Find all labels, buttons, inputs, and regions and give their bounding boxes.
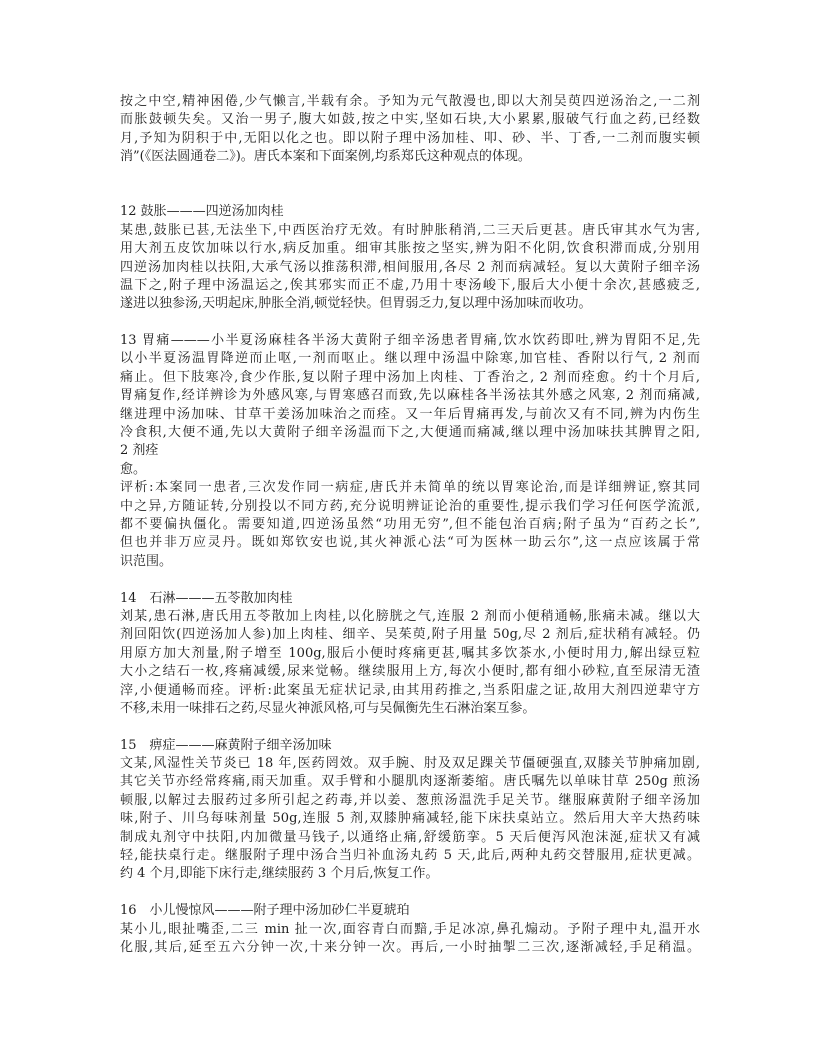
- text-line: 某患,鼓胀已甚,无法坐下,中西医治疗无效。有时肿胀稍消,二三天后更甚。唐氏审其水气为害,: [120, 222, 700, 238]
- case-section: [120, 332, 700, 571]
- case-section: [120, 737, 700, 884]
- paragraph: [120, 479, 700, 571]
- document-body: [120, 93, 700, 957]
- text-line: 以小半夏汤温胃降逆而止呕,一剂而呕止。继以理中汤温中除寒,加官桂、香附以行气, 2 剂而: [120, 351, 700, 367]
- case-heading: 16 小儿慢惊风———附子理中汤加砂仁半夏琥珀: [120, 903, 410, 919]
- text-line: 胃痛复作,经详辨诊为外感风寒,与胃寒感召而致,先以麻桂各半汤祛其外感之风寒, 2 剂而痛减,: [120, 388, 700, 404]
- text-line: 剂回阳饮(四逆汤加人参)加上肉桂、细辛、吴茱萸,附子用量 50g,尽 2 剂后,症状稍有减轻。仍: [120, 627, 700, 643]
- text-line: 四逆汤加肉桂以扶阳,大承气汤以推荡积滞,相间服用,各尽 2 剂而病减轻。复以大黄附子细辛汤: [120, 259, 700, 275]
- case-section: [120, 590, 700, 719]
- text-line: 不移,未用一味排石之药,尽显火神派风格,可与吴佩衡先生石淋治案互参。: [120, 700, 536, 716]
- text-line: 都不要偏执僵化。需要知道,四逆汤虽然“功用无穷”,但不能包治百病;附子虽为“百药之长”,: [120, 517, 700, 532]
- text-line: 轻,能扶桌行走。继服附子理中汤合当归补血汤丸药 5 天,此后,两种丸药交替服用,症状更减。: [120, 848, 700, 864]
- case-section: [120, 902, 700, 957]
- text-line: 但也并非万应灵丹。既如郑钦安也说,其火神派心法“可为医林一助云尔”,这一点应该属于常: [120, 535, 700, 551]
- paragraph: [120, 921, 700, 958]
- case-heading: 14 石淋———五苓散加肉桂: [120, 590, 293, 606]
- case-heading: 12 鼓胀———四逆汤加肉桂: [120, 204, 284, 220]
- case-heading: 15 痹症———麻黄附子细辛汤加味: [120, 737, 332, 753]
- text-line: 评析:本案同一患者,三次发作同一病症,唐氏并未简单的统以胃寒论治,而是详细辨证,察其同: [120, 480, 700, 496]
- text-line: 温下之,附子理中汤温运之,俟其邪实而正不虚,乃用十枣汤峻下,服后大小便十余次,甚感疲乏,: [120, 277, 700, 293]
- text-line: 用原方加大剂量,附子增至 100g,服后小便时疼痛更甚,嘱其多饮茶水,小便时用力,解出绿豆粒: [120, 645, 700, 661]
- text-line: 大小之结石一枚,疼痛减缓,尿来觉畅。继续服用上方,每次小便时,都有细小砂粒,直至尿清无渣: [120, 664, 700, 680]
- text-line: 2 剂痊: [120, 443, 159, 459]
- paragraph: [120, 461, 700, 479]
- text-line: 顿服,以解过去服药过多所引起之药毒,并以姜、葱煎汤温洗手足关节。继服麻黄附子细辛汤加: [120, 792, 700, 808]
- paragraph: [120, 93, 700, 167]
- text-line: 滓,小便通畅而痊。评析:此案虽无症状记录,由其用药推之,当系阳虚之证,故用大剂四逆辈守方: [120, 682, 700, 698]
- case-section: [120, 93, 700, 167]
- text-line: 而胀鼓顿失矣。又治一男子,腹大如鼓,按之中实,坚如石块,大小累累,服破气行血之药,已经数: [120, 112, 700, 128]
- text-line: 某小儿,眼扯嘴歪,二三 min 扯一次,面容青白而黯,手足冰凉,鼻孔煽动。予附子理中丸,温开水: [120, 921, 700, 937]
- paragraph: [120, 332, 700, 461]
- text-line: 13 胃痛———小半夏汤麻桂各半汤大黄附子细辛汤患者胃痛,饮水饮药即吐,辨为胃阳不足,先: [120, 333, 700, 349]
- text-line: 遂进以独参汤,天明起床,肿胀全消,顿觉轻快。但胃弱乏力,复以理中汤加味而收功。: [120, 296, 592, 312]
- text-line: 其它关节亦经常疼痛,雨天加重。双手臂和小腿肌肉逐渐萎缩。唐氏嘱先以单味甘草 250g 煎汤: [120, 774, 700, 790]
- text-line: 约 4 个月,即能下床行走,继续服药 3 个月后,恢复工作。: [120, 866, 439, 882]
- text-line: 月,予知为阴积于中,无阳以化之也。即以附子理中汤加桂、叩、砂、半、丁香,一二剂而腹实顿: [120, 130, 700, 146]
- paragraph: [120, 608, 700, 718]
- text-line: 用大剂五皮饮加味以行水,病反加重。细审其胀按之坚实,辨为阳不化阴,饮食积滞而成,分别用: [120, 241, 700, 257]
- text-line: 痛止。但下肢寒冷,食少作胀,复以附子理中汤加上肉桂、丁香治之, 2 剂而痊愈。约十个月后,: [120, 369, 700, 385]
- paragraph: [120, 755, 700, 884]
- text-line: 按之中空,精神困倦,少气懒言,半载有余。予知为元气散漫也,即以大剂吴萸四逆汤治之,一二剂: [120, 94, 700, 109]
- text-line: 愈。: [120, 461, 147, 477]
- text-line: 消”(《医法圆通卷二》)。唐氏本案和下面案例,均系郑氏这种观点的体现。: [120, 149, 531, 165]
- text-line: 中之异,方随证转,分别投以不同方药,充分说明辨证论治的重要性,提示我们学习任何医学流派,: [120, 498, 700, 514]
- text-line: 冷食积,大便不通,先以大黄附子细辛汤温而下之,大便通而痛减,继以理中汤加味扶其脾胃之阳,: [120, 425, 700, 441]
- text-line: 文某,风湿性关节炎已 18 年,医药罔效。双手腕、肘及双足踝关节僵硬强直,双膝关节肿痛加剧,: [120, 756, 700, 772]
- text-line: 继进理中汤加味、甘草干姜汤加味治之而痊。又一年后胃痛再发,与前次又有不同,辨为内伤生: [120, 406, 700, 422]
- text-line: 化服,其后,延至五六分钟一次,十来分钟一次。再后,一小时抽掣二三次,逐渐减轻,手足稍温。: [120, 939, 700, 955]
- paragraph: [120, 222, 700, 314]
- text-line: 味,附子、川乌每味剂量 50g,连服 5 剂,双膝肿痛减轻,能下床扶桌站立。然后用大辛大热药味: [120, 811, 700, 827]
- text-line: 刘某,患石淋,唐氏用五苓散加上肉桂,以化膀胱之气,连服 2 剂而小便稍通畅,胀痛未减。继以大: [120, 608, 700, 624]
- text-line: 制成丸剂守中扶阳,内加微量马钱子,以通络止痛,舒缓筋挛。5 天后便泻风泡沫涎,症状又有减: [120, 829, 700, 845]
- case-section: [120, 203, 700, 313]
- text-line: 识范围。: [120, 553, 173, 569]
